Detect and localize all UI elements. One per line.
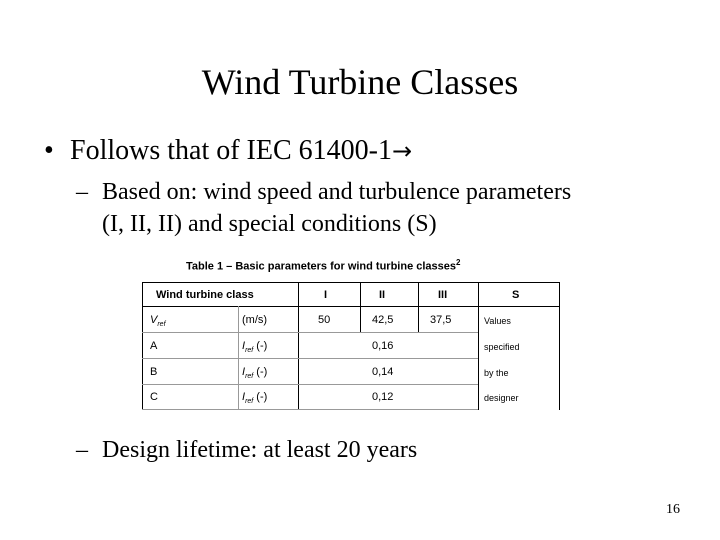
dash-marker: –	[76, 179, 88, 205]
table-cell-unit: (m/s)	[242, 314, 268, 326]
param-unit: (-)	[256, 366, 268, 378]
table-cell-value: 37,5	[430, 314, 452, 326]
table-cell-s: by the	[484, 368, 509, 378]
sub-bullet-based-on	[76, 176, 706, 240]
table-caption-footnote: 2	[456, 258, 461, 267]
table-cell-param	[242, 390, 267, 409]
sub-bullet-based-on-line1: Based on: wind speed and turbulence parameters	[102, 179, 572, 205]
table-col-divider	[298, 282, 299, 410]
table-cell-value: 0,14	[372, 366, 394, 378]
table-row-divider	[142, 384, 478, 385]
bullet-iec	[44, 134, 412, 168]
iref-letter: I	[242, 366, 246, 378]
slide-title: Wind Turbine Classes	[201, 62, 519, 102]
vref-subscript: ref	[157, 321, 166, 329]
param-unit: (-)	[256, 340, 268, 352]
page-number: 16	[666, 502, 680, 517]
table-caption	[186, 256, 546, 274]
iref-letter: I	[242, 340, 246, 352]
table-cell-param	[242, 365, 267, 384]
table-cell-value: 0,12	[372, 391, 394, 403]
iref-symbol	[242, 340, 254, 355]
iref-subscript: ref	[245, 398, 254, 406]
table-cell-class: A	[150, 340, 158, 352]
sub-bullet-based-on-line2: (I, II, II) and special conditions (S)	[102, 211, 437, 237]
table-cell-s: designer	[484, 393, 519, 403]
bullet-iec-text: Follows that of IEC 61400-1	[70, 135, 392, 166]
table-cell-value: 42,5	[372, 314, 394, 326]
sub-bullet-lifetime-text: Design lifetime: at least 20 years	[102, 437, 418, 463]
table-header-ii: II	[379, 289, 386, 301]
table-row-divider	[142, 358, 478, 359]
table-cell-s: specified	[484, 342, 520, 352]
iref-subscript: ref	[245, 373, 254, 381]
table-header-border	[142, 306, 560, 307]
table-cell-vref	[150, 313, 166, 332]
parameters-table	[142, 282, 560, 410]
dash-marker: –	[76, 437, 88, 463]
table-caption-text: Table 1 – Basic parameters for wind turbine classes	[186, 260, 457, 273]
iref-letter: I	[242, 391, 246, 403]
table-header-s: S	[512, 289, 520, 301]
table-row-divider	[142, 332, 478, 333]
table-subcol-divider	[238, 306, 239, 410]
vref-symbol: V	[150, 314, 158, 326]
table-cell-s: Values	[484, 316, 511, 326]
iref-symbol	[242, 391, 254, 406]
table-cell-value: 0,16	[372, 340, 394, 352]
arrow-right-icon: →	[392, 137, 413, 165]
table-col-divider	[360, 282, 361, 332]
table-header-class: Wind turbine class	[156, 289, 254, 301]
iref-symbol	[242, 366, 254, 381]
table-col-divider	[478, 282, 479, 410]
table-cell-class: C	[150, 391, 158, 403]
iref-subscript: ref	[245, 347, 254, 355]
table-bottom-border	[142, 409, 478, 410]
table-col-divider	[418, 282, 419, 332]
table-cell-param	[242, 339, 267, 358]
table-header-i: I	[324, 289, 328, 301]
table-left-border	[142, 282, 143, 410]
table-top-border	[142, 282, 560, 283]
sub-bullet-lifetime	[76, 434, 417, 466]
table-header-iii: III	[438, 289, 448, 301]
bullet-dot: •	[44, 135, 54, 166]
table-right-border	[559, 282, 560, 410]
table-cell-class: B	[150, 366, 158, 378]
table-cell-value: 50	[318, 314, 331, 326]
param-unit: (-)	[256, 391, 268, 403]
